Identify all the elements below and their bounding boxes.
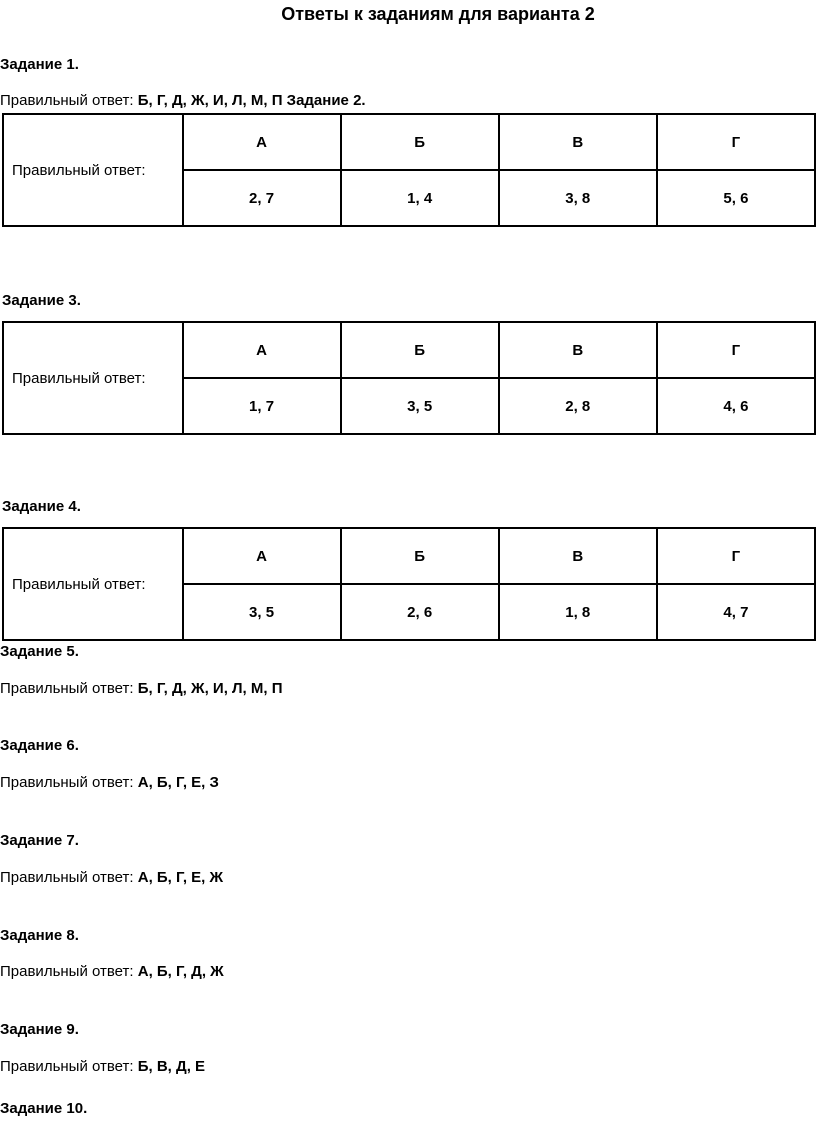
- task-1-answer: Б, Г, Д, Ж, И, Л, М, П: [137, 92, 283, 109]
- task-3-answer-table: [2, 321, 816, 435]
- column-header: Г: [657, 114, 815, 170]
- table-cell: 1, 4: [341, 170, 499, 226]
- task-5-answer: Б, Г, Д, Ж, И, Л, М, П: [137, 680, 283, 697]
- task-7-answer-line: [0, 869, 223, 886]
- table-cell: 1, 8: [499, 584, 657, 640]
- task-6-heading: Задание 6.: [0, 737, 79, 754]
- task-8-answer: А, Б, Г, Д, Ж: [137, 963, 224, 980]
- task-7-answer: А, Б, Г, Е, Ж: [137, 869, 224, 886]
- table-label: Правильный ответ:: [3, 528, 183, 640]
- table-cell: 4, 7: [657, 584, 815, 640]
- page-title: Ответы к заданиям для варианта 2: [281, 4, 595, 24]
- task-1-answer-line: [0, 92, 366, 109]
- column-header: Б: [341, 528, 499, 584]
- column-header: В: [499, 322, 657, 378]
- answer-label: Правильный ответ:: [0, 1058, 134, 1075]
- task-6-answer: А, Б, Г, Е, З: [137, 774, 219, 791]
- table-cell: 2, 8: [499, 378, 657, 434]
- answer-label: Правильный ответ:: [0, 680, 134, 697]
- column-header: А: [183, 114, 341, 170]
- task-8-answer-line: [0, 963, 224, 980]
- column-header: Г: [657, 322, 815, 378]
- task-9-answer: Б, В, Д, Е: [137, 1058, 206, 1075]
- answer-label: Правильный ответ:: [0, 869, 134, 886]
- task-5-heading: Задание 5.: [0, 643, 79, 660]
- task-10-heading: Задание 10.: [0, 1100, 88, 1117]
- table-cell: 1, 7: [183, 378, 341, 434]
- column-header: Г: [657, 528, 815, 584]
- task-2-answer-table: [2, 113, 816, 227]
- column-header: В: [499, 114, 657, 170]
- task-8-heading: Задание 8.: [0, 927, 79, 944]
- task-3-heading: Задание 3.: [2, 292, 81, 309]
- answer-label: Правильный ответ:: [0, 774, 134, 791]
- column-header: В: [499, 528, 657, 584]
- task-7-heading: Задание 7.: [0, 832, 79, 849]
- table-cell: 4, 6: [657, 378, 815, 434]
- task-9-heading: Задание 9.: [0, 1021, 79, 1038]
- task-4-heading: Задание 4.: [2, 498, 81, 515]
- table-label: Правильный ответ:: [3, 322, 183, 434]
- column-header: А: [183, 322, 341, 378]
- answer-label: Правильный ответ:: [0, 963, 134, 980]
- task-2-heading: Задание 2.: [286, 92, 366, 109]
- column-header: Б: [341, 114, 499, 170]
- column-header: Б: [341, 322, 499, 378]
- answer-label: Правильный ответ:: [0, 92, 134, 109]
- column-header: А: [183, 528, 341, 584]
- table-cell: 3, 5: [341, 378, 499, 434]
- table-cell: 3, 5: [183, 584, 341, 640]
- task-9-answer-line: [0, 1058, 205, 1075]
- table-cell: 3, 8: [499, 170, 657, 226]
- table-cell: 2, 6: [341, 584, 499, 640]
- task-5-answer-line: [0, 680, 283, 697]
- table-label: Правильный ответ:: [3, 114, 183, 226]
- task-6-answer-line: [0, 774, 219, 791]
- table-cell: 5, 6: [657, 170, 815, 226]
- table-cell: 2, 7: [183, 170, 341, 226]
- task-1-heading: Задание 1.: [0, 56, 79, 73]
- task-4-answer-table: [2, 527, 816, 641]
